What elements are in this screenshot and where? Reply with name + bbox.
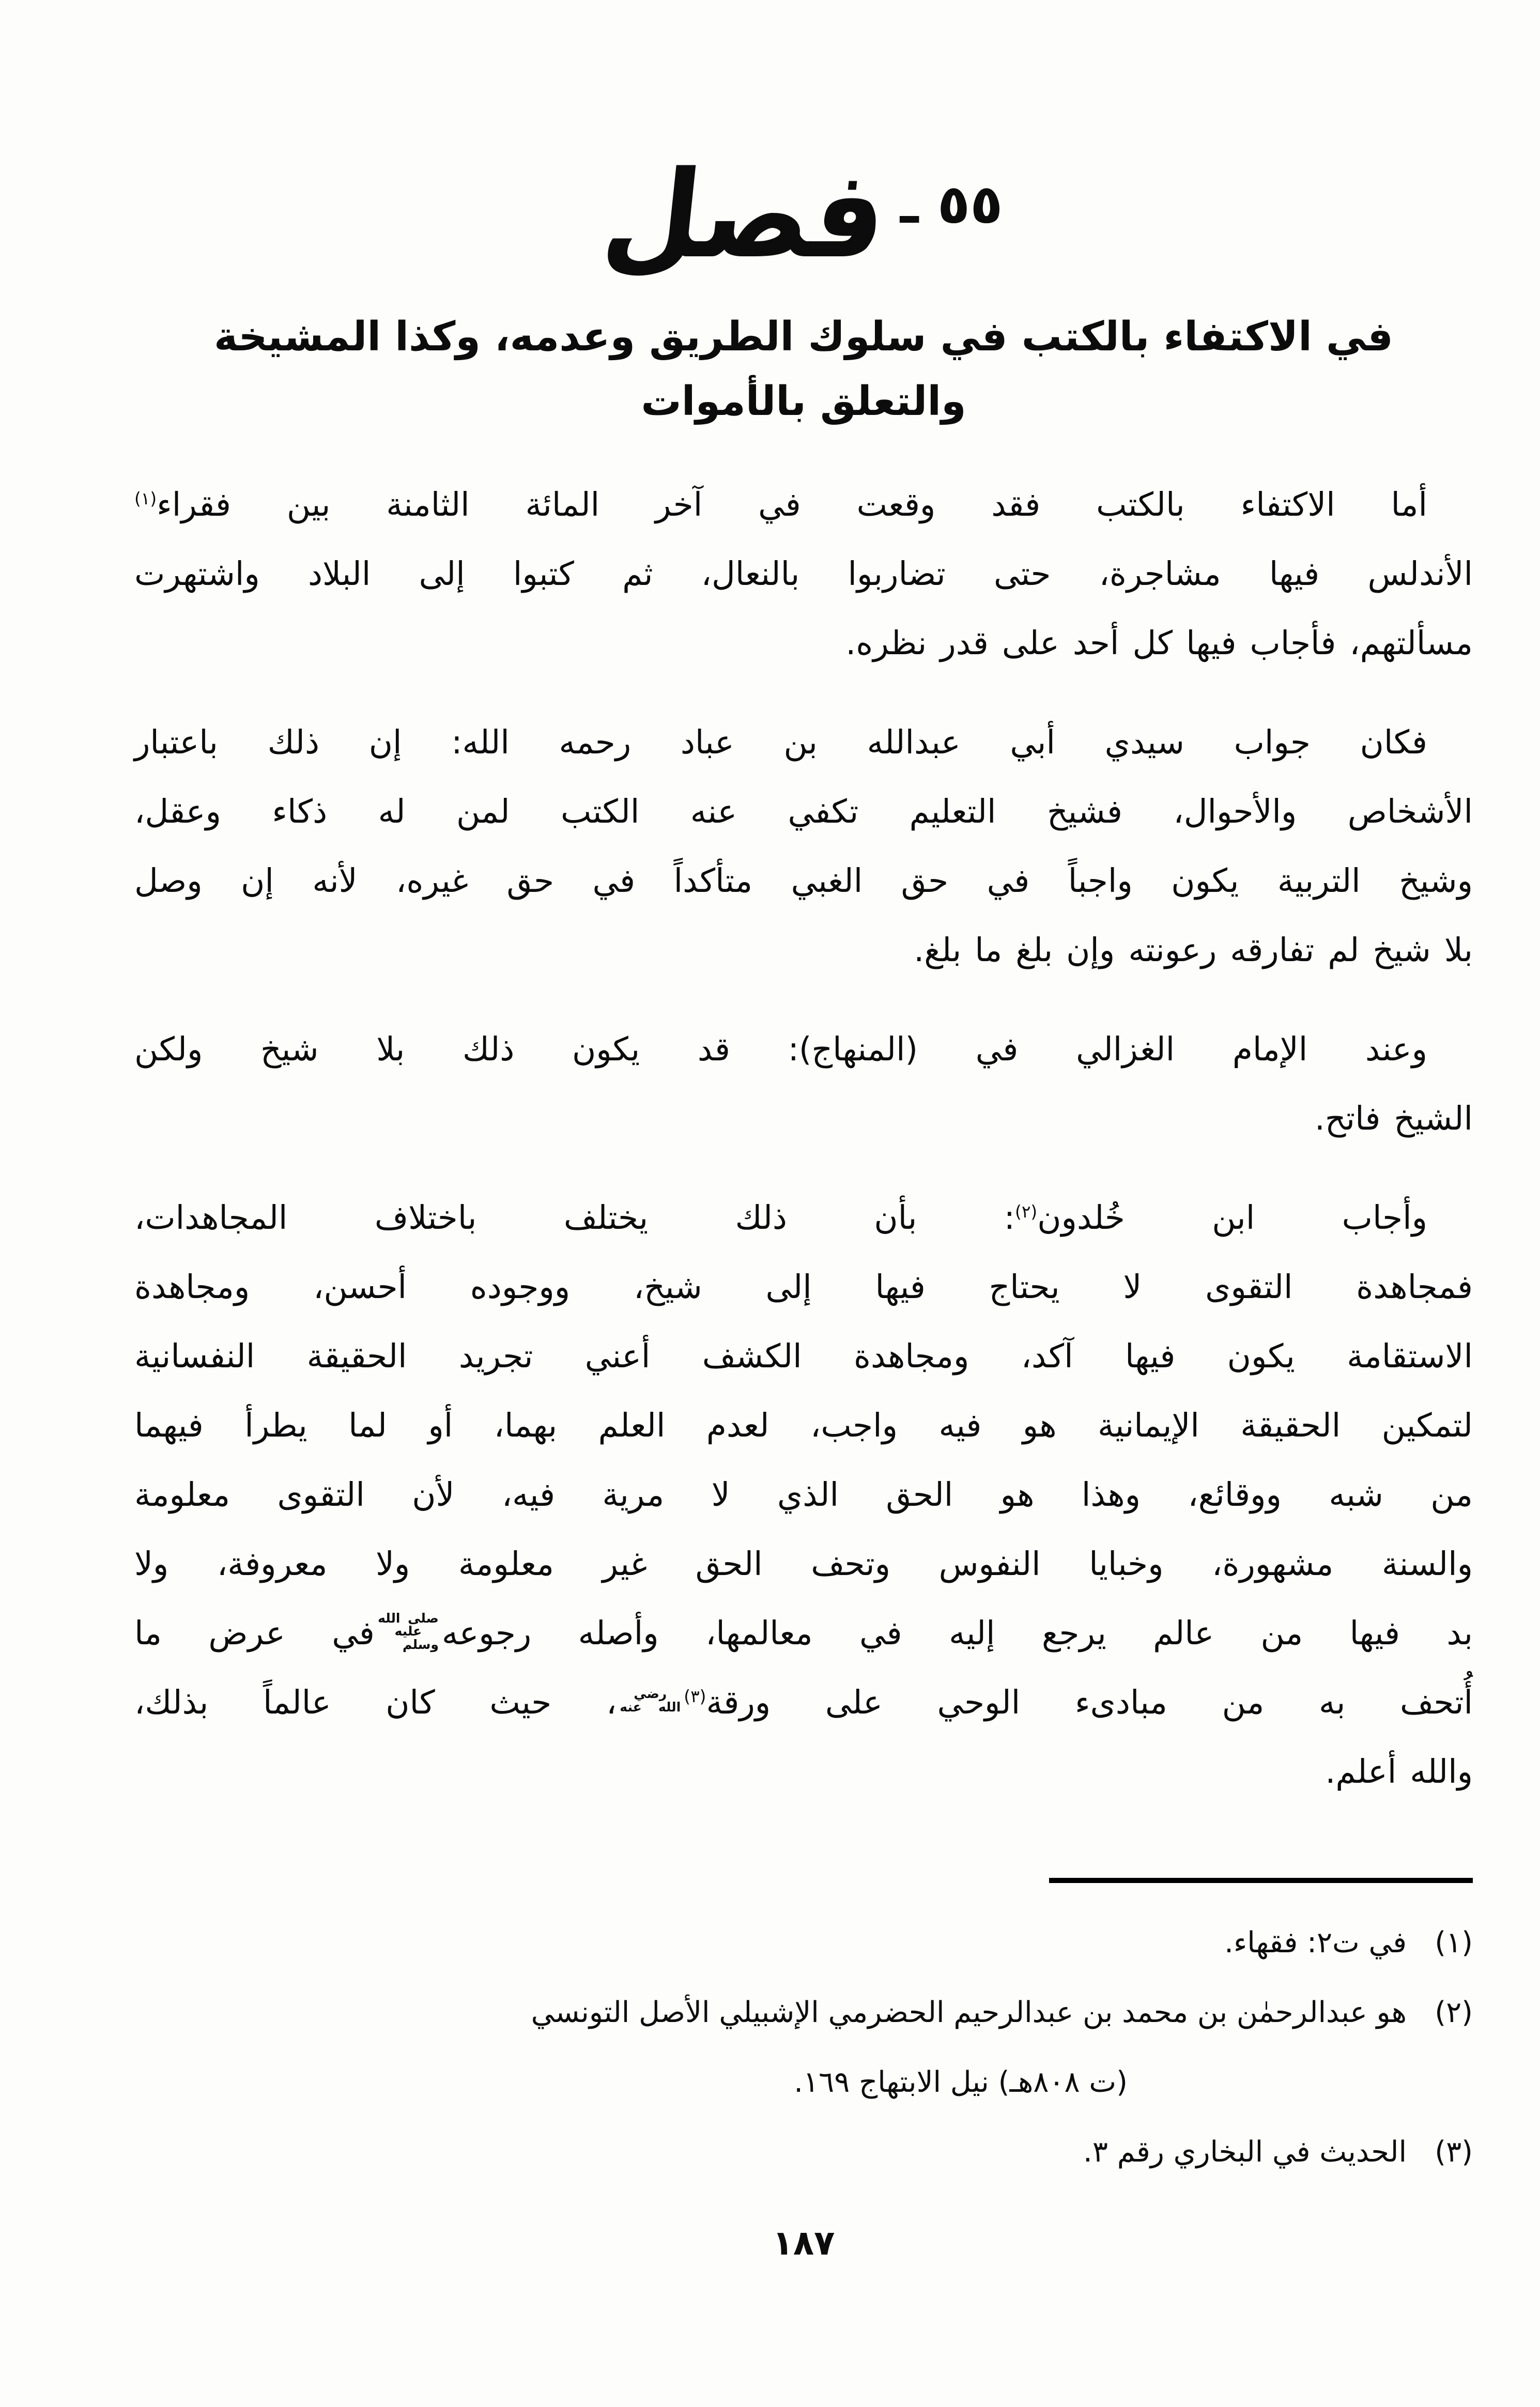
paragraph (134, 470, 1473, 678)
text-run: لتمكين الحقيقة الإيمانية هو فيه واجب، لعدم العلم بهما، أو لما يطرأ فيهما (134, 1407, 1473, 1444)
footnote-number: (٣) (1435, 2135, 1473, 2169)
honorific-mark: صلى الله عليه وسلم (378, 1610, 439, 1652)
footnote-text (134, 1908, 1407, 1978)
text-run: : بأن ذلك يختلف باختلاف المجاهدات، (134, 1199, 1015, 1237)
footnote-separator (1049, 1878, 1473, 1883)
body-line (134, 1322, 1473, 1391)
text-run: فكان جواب سيدي أبي عبدالله بن عباد رحمه الله: إن ذلك باعتبار (134, 723, 1427, 761)
footnote-line: هو عبدالرحمٰن بن محمد بن عبدالرحيم الحضرمي الإشبيلي الأصل التونسي (531, 1996, 1407, 2029)
chapter-title (134, 129, 1473, 300)
chapter-word-calligraphy: فصل (597, 144, 894, 285)
honorific-mark: رضي الله عنه (620, 1686, 681, 1715)
body-line (134, 1391, 1473, 1460)
text-run: فمجاهدة التقوى لا يحتاج فيها إلى شيخ، ووجوده أحسن، ومجاهدة (134, 1268, 1473, 1306)
body-line (134, 1183, 1473, 1253)
text-run: والله أعلم. (1325, 1753, 1473, 1791)
body-line (134, 1084, 1473, 1153)
body-line (134, 1015, 1473, 1084)
paragraph (134, 1015, 1473, 1153)
body-line (134, 916, 1473, 985)
footnotes (134, 1908, 1473, 2187)
body-line (134, 708, 1473, 777)
paragraphs (134, 470, 1473, 1807)
footnote-line: في ت٢: فقهاء. (1224, 1926, 1407, 1959)
text-run: بد فيها من عالم يرجع إليه في معالمها، وأصله رجوعه (441, 1614, 1473, 1652)
footnote-number: (٢) (1435, 1996, 1473, 2029)
chapter-heading (134, 305, 1473, 434)
body-line (134, 846, 1473, 916)
paragraph (134, 1183, 1473, 1807)
heading-line-1: في الاكتفاء بالكتب في سلوك الطريق وعدمه، وكذا المشيخة (214, 314, 1393, 360)
footnote-number: (١) (1435, 1926, 1473, 1959)
text-run: بلا شيخ لم تفارقه رعونته وإن بلغ ما بلغ. (914, 931, 1473, 969)
text-run: الاستقامة يكون فيها آكد، ومجاهدة الكشف أعني تجريد الحقيقة النفسانية (134, 1337, 1473, 1375)
body-line (134, 1599, 1473, 1668)
body-line (134, 539, 1473, 609)
footnote-marker: (٢) (1015, 1202, 1038, 1222)
footnote-marker: (١) (134, 489, 157, 508)
text-run: ، حيث كان عالماً بذلك، (134, 1684, 617, 1721)
footnote-text (134, 2117, 1407, 2187)
text-run: في عرض ما (134, 1614, 375, 1652)
text-run: الشيخ فاتح. (1314, 1100, 1473, 1137)
text-run: مسألتهم، فأجاب فيها كل أحد على قدر نظره. (845, 624, 1473, 662)
paragraph (134, 708, 1473, 985)
body-line (134, 470, 1473, 539)
footnote-marker: (٣) (684, 1687, 706, 1706)
text-run: وأجاب ابن خُلدون (1037, 1199, 1428, 1237)
text-run: أُتحف به من مبادىء الوحي على ورقة (706, 1684, 1473, 1721)
text-run: من شبه ووقائع، وهذا هو الحق الذي لا مرية فيه، لأن التقوى معلومة (134, 1476, 1473, 1514)
body-line (134, 1668, 1473, 1737)
heading-line-2: والتعلق بالأموات (641, 378, 966, 425)
body-line (134, 1253, 1473, 1322)
page-number: ١٨٧ (772, 2223, 835, 2263)
footnote-text (134, 1978, 1407, 2117)
text-run: وعند الإمام الغزالي في (المنهاج): قد يكون ذلك بلا شيخ ولكن (134, 1030, 1427, 1068)
body-line (134, 1460, 1473, 1530)
body-line (134, 777, 1473, 846)
text-run: الأشخاص والأحوال، فشيخ التعليم تكفي عنه الكتب لمن له ذكاء وعقل، (134, 793, 1473, 830)
text-run: والسنة مشهورة، وخبايا النفوس وتحف الحق غير معلومة ولا معروفة، ولا (134, 1545, 1473, 1583)
text-run: الأندلس فيها مشاجرة، حتى تضاربوا بالنعال، ثم كتبوا إلى البلاد واشتهرت (134, 555, 1473, 593)
footnote-line: (ت ٨٠٨هـ) نيل الابتهاج ١٦٩. (794, 2065, 1128, 2099)
footnote-row (134, 1978, 1473, 2117)
text-run: أما الاكتفاء بالكتب فقد وقعت في آخر المائة الثامنة بين فقراء (157, 486, 1427, 523)
footnote-line: الحديث في البخاري رقم ٣. (1083, 2135, 1407, 2169)
footnote-row (134, 1908, 1473, 1978)
chapter-number: ٥٥ ـ (900, 173, 1003, 236)
body-line (134, 1530, 1473, 1599)
body-line (134, 609, 1473, 678)
footnote-row (134, 2117, 1473, 2187)
body-line (134, 1737, 1473, 1807)
text-run: وشيخ التربية يكون واجباً في حق الغبي متأكداً في حق غيره، لأنه إن وصل (134, 862, 1473, 900)
